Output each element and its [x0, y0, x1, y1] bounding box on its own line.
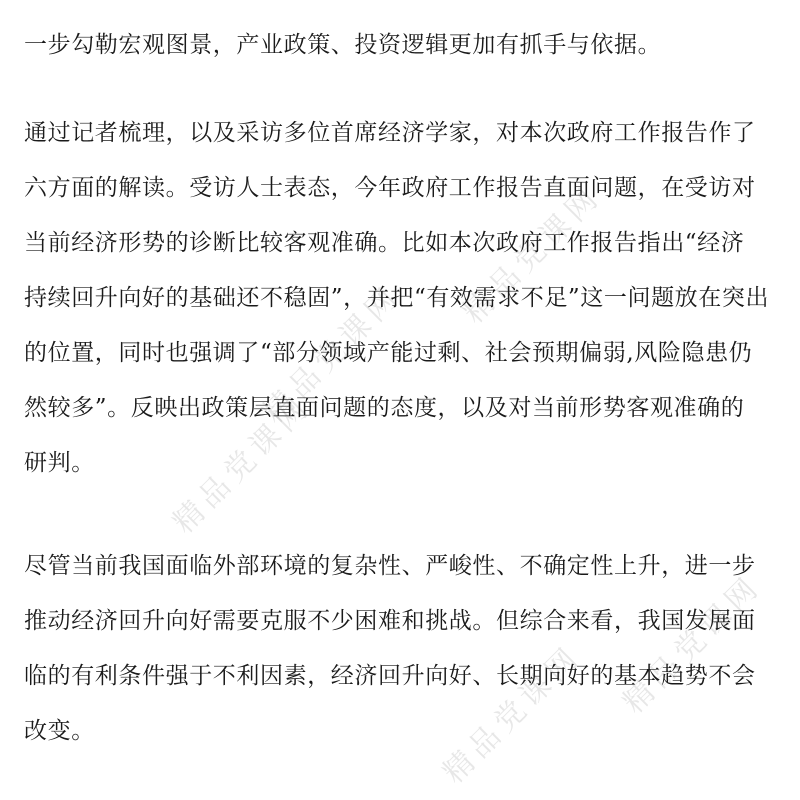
watermark-1: 精品党课网 [456, 178, 609, 331]
paragraph-2-line-6: 然较多”。反映出政策层直面问题的态度，以及对当前形势客观准确的 [24, 395, 745, 421]
paragraph-1-line-1: 一步勾勒宏观图景，产业政策、投资逻辑更加有抓手与依据。 [24, 32, 662, 58]
paragraph-2-line-7: 研判。 [24, 450, 95, 476]
paragraph-3-line-2: 推动经济回升向好需要克服不少困难和挑战。但综合来看，我国发展面 [24, 608, 756, 634]
paragraph-3-line-3: 临的有利条件强于不利因素，经济回升向好、长期向好的基本趋势不会 [24, 663, 756, 689]
paragraph-3-line-1: 尽管当前我国面临外部环境的复杂性、严峻性、不确定性上升，进一步 [24, 553, 756, 579]
paragraph-3-line-4: 改变。 [24, 718, 95, 744]
paragraph-2-line-4: 持续回升向好的基础还不稳固”，并把“有效需求不足”这一问题放在突出 [24, 285, 770, 311]
paragraph-2-line-3: 当前经济形势的诊断比较客观准确。比如本次政府工作报告指出“经济 [24, 230, 745, 256]
watermark-5: 精品党课网 [256, 278, 409, 431]
watermark-2: 精品党课网 [166, 388, 319, 541]
paragraph-2-line-2: 六方面的解读。受访人士表态，今年政府工作报告直面问题，在受访对 [24, 175, 756, 201]
paragraph-2-line-1: 通过记者梳理，以及采访多位首席经济学家，对本次政府工作报告作了 [24, 120, 756, 146]
watermark-4: 精品党课网 [616, 568, 769, 721]
watermark-3: 精品党课网 [436, 638, 589, 791]
paragraph-2-line-5: 的位置，同时也强调了“部分领域产能过剩、社会预期偏弱,风险隐患仍 [24, 340, 753, 366]
